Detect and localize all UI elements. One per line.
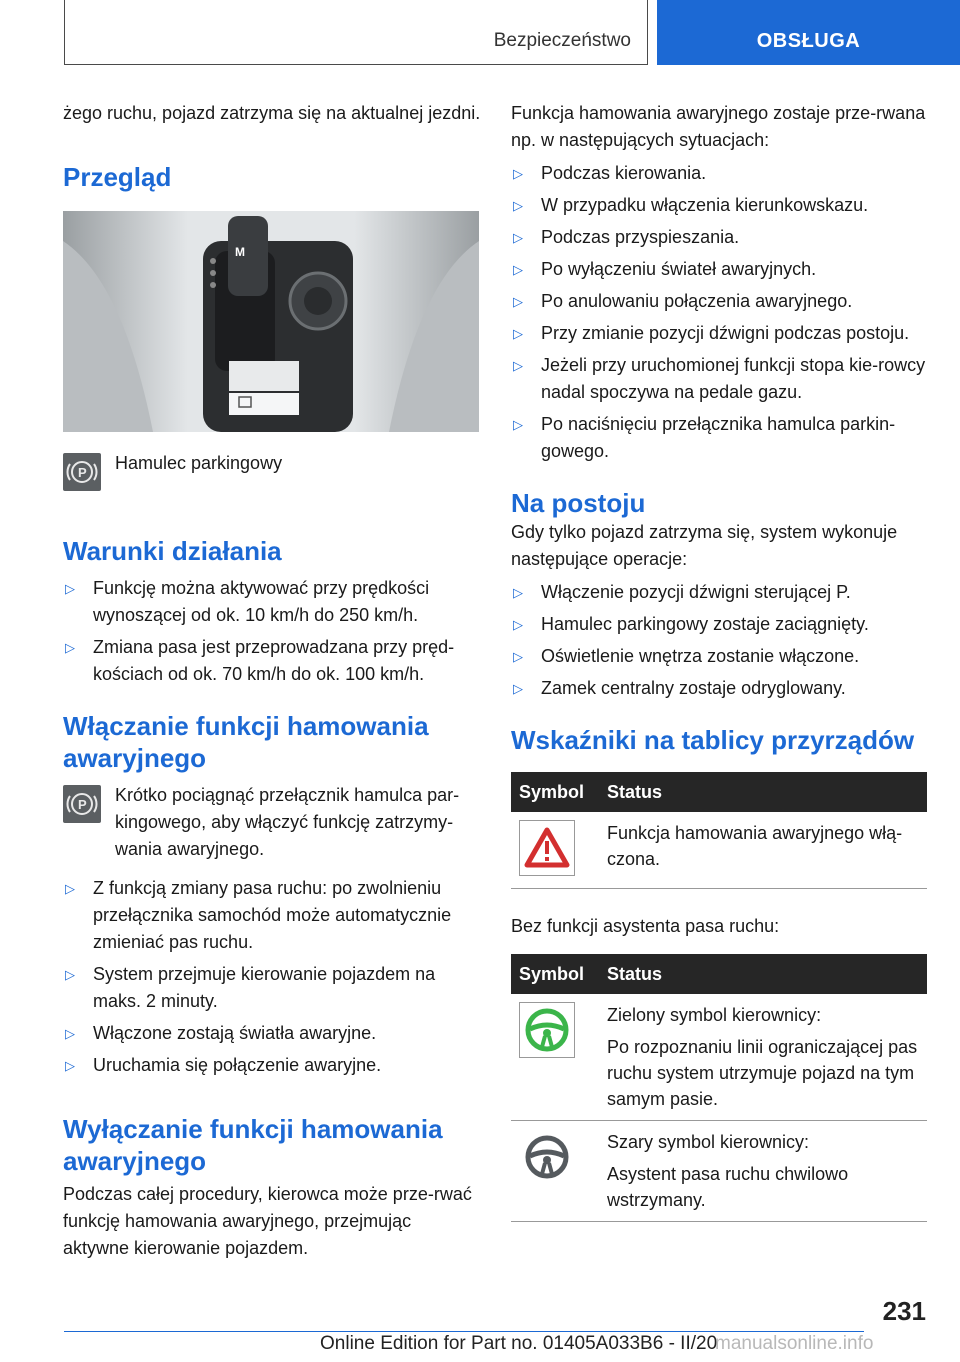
footer-divider <box>64 1331 864 1332</box>
grey-symbol-title: Szary symbol kierownicy: <box>607 1132 810 1152</box>
triangle-bullet-icon: ▷ <box>513 230 523 245</box>
list-item: ▷ Podczas przyspieszania. <box>511 224 929 251</box>
enable-list <box>63 875 481 1079</box>
m-logo: M <box>235 245 245 259</box>
table1-status: Funkcja hamowania awaryjnego włą‐czona. <box>599 812 927 889</box>
standstill-heading: Na postoju <box>511 488 646 518</box>
disable-heading: Wyłączanie funkcji hamowania awaryjnego <box>63 1114 443 1176</box>
interrupt-list <box>511 160 929 465</box>
table-row <box>511 994 927 1121</box>
header-section-title: Bezpieczeństwo <box>493 30 631 51</box>
triangle-bullet-icon: ▷ <box>513 358 523 373</box>
footer-edition: Online Edition for Part no. 01405A033B6 - II/20 <box>320 1333 718 1354</box>
triangle-bullet-icon: ▷ <box>65 1058 75 1073</box>
list-item: ▷ Podczas kierowania. <box>511 160 929 187</box>
no-lane-text: Bez funkcji asystenta pasa ruchu: <box>511 916 780 936</box>
list-item: ▷ Hamulec parkingowy zostaje zaciągnięty. <box>511 611 929 638</box>
column-header-symbol: Symbol <box>511 772 599 812</box>
list-item: ▷ Po wyłączeniu świateł awaryjnych. <box>511 256 929 283</box>
intro-text: żego ruchu, pojazd zatrzyma się na aktualnej jezdni. <box>63 103 481 123</box>
green-symbol-title: Zielony symbol kierownicy: <box>607 1005 822 1025</box>
watermark: manualsonline.info <box>715 1333 874 1354</box>
right-column <box>511 100 929 1222</box>
list-item: ▷ Z funkcją zmiany pasa ruchu: po zwolnieniu przełącznika samochód może automatycznie zmieniać pas ruchu. <box>63 875 481 956</box>
enable-text: Krótko pociągnąć przełącznik hamulca par‐kingowego, aby włączyć funkcję zatrzymy‐wania awaryjnego. <box>115 785 460 859</box>
triangle-bullet-icon: ▷ <box>513 294 523 309</box>
triangle-bullet-icon: ▷ <box>513 262 523 277</box>
triangle-bullet-icon: ▷ <box>513 617 523 632</box>
triangle-bullet-icon: ▷ <box>65 1026 75 1041</box>
list-item: ▷ Zmiana pasa jest przeprowadzana przy pręd‐kościach od ok. 70 km/h do ok. 100 km/h. <box>63 634 481 688</box>
disable-text: Podczas całej procedury, kierowca może prze‐rwać funkcję hamowania awaryjnego, przejmując aktywne kierowanie pojazdem. <box>63 1184 472 1258</box>
triangle-bullet-icon: ▷ <box>513 326 523 341</box>
triangle-bullet-icon: ▷ <box>65 881 75 896</box>
gear-selector-illustration <box>63 211 479 432</box>
triangle-bullet-icon: ▷ <box>65 581 75 596</box>
indicators-table-1 <box>511 772 927 889</box>
svg-text:P: P <box>78 465 87 480</box>
warning-triangle-icon <box>519 820 575 876</box>
conditions-list <box>63 575 481 688</box>
conditions-heading: Warunki działania <box>63 536 282 566</box>
left-column <box>63 100 481 1262</box>
interrupt-intro: Funkcja hamowania awaryjnego zostaje prze‐rwana np. w następujących sytuacjach: <box>511 103 926 150</box>
green-steering-wheel-icon <box>519 1002 575 1058</box>
enable-row <box>63 782 481 863</box>
standstill-list <box>511 579 929 702</box>
triangle-bullet-icon: ▷ <box>65 640 75 655</box>
list-item: ▷ Jeżeli przy uruchomionej funkcji stopa kie‐rowcy nadal spoczywa na pedale gazu. <box>511 352 929 406</box>
indicators-heading: Wskaźniki na tablicy przyrządów <box>511 725 915 755</box>
svg-text:P: P <box>78 797 87 812</box>
list-item: ▷ Włączone zostają światła awaryjne. <box>63 1020 481 1047</box>
column-header-symbol: Symbol <box>511 954 599 994</box>
grey-symbol-desc: Asystent pasa ruchu chwilowo wstrzymany. <box>607 1164 849 1210</box>
parking-brake-icon <box>63 785 101 823</box>
triangle-bullet-icon: ▷ <box>513 417 523 432</box>
triangle-bullet-icon: ▷ <box>65 967 75 982</box>
header-chapter-label: OBSŁUGA <box>756 30 861 52</box>
list-item: ▷ Funkcję można aktywować przy prędkości wynoszącej od ok. 10 km/h do 250 km/h. <box>63 575 481 629</box>
triangle-bullet-icon: ▷ <box>513 166 523 181</box>
parking-brake-icon <box>63 453 101 491</box>
green-symbol-desc: Po rozpoznaniu linii ograniczającej pas ruchu system utrzymuje pojazd na tym samym pasie. <box>607 1037 918 1109</box>
column-header-status: Status <box>599 772 927 812</box>
header-section-box <box>64 0 648 65</box>
overview-heading: Przegląd <box>63 162 172 192</box>
list-item: ▷ Uruchamia się połączenie awaryjne. <box>63 1052 481 1079</box>
table-row <box>511 812 927 889</box>
column-header-status: Status <box>599 954 927 994</box>
table-row <box>511 1121 927 1222</box>
list-item: ▷ Po naciśnięciu przełącznika hamulca parkin‐gowego. <box>511 411 929 465</box>
list-item: ▷ W przypadku włączenia kierunkowskazu. <box>511 192 929 219</box>
list-item: ▷ Po anulowaniu połączenia awaryjnego. <box>511 288 929 315</box>
list-item: ▷ Przy zmianie pozycji dźwigni podczas postoju. <box>511 320 929 347</box>
list-item: ▷ Włączenie pozycji dźwigni sterującej P. <box>511 579 929 606</box>
grey-steering-wheel-icon <box>519 1129 575 1185</box>
triangle-bullet-icon: ▷ <box>513 681 523 696</box>
enable-heading: Włączanie funkcji hamowania awaryjnego <box>63 711 429 773</box>
header-chapter-tab[interactable] <box>657 0 960 65</box>
list-item: ▷ Zamek centralny zostaje odryglowany. <box>511 675 929 702</box>
page-number: 231 <box>882 1296 926 1326</box>
standstill-text: Gdy tylko pojazd zatrzyma się, system wykonuje następujące operacje: <box>511 522 898 569</box>
gear-selector-photo <box>63 211 479 432</box>
triangle-bullet-icon: ▷ <box>513 198 523 213</box>
triangle-bullet-icon: ▷ <box>513 649 523 664</box>
list-item: ▷ System przejmuje kierowanie pojazdem na maks. 2 minuty. <box>63 961 481 1015</box>
indicators-table-2 <box>511 954 927 1222</box>
parking-brake-row <box>63 450 481 491</box>
parking-brake-label: Hamulec parkingowy <box>115 453 283 473</box>
triangle-bullet-icon: ▷ <box>513 585 523 600</box>
list-item: ▷ Oświetlenie wnętrza zostanie włączone. <box>511 643 929 670</box>
